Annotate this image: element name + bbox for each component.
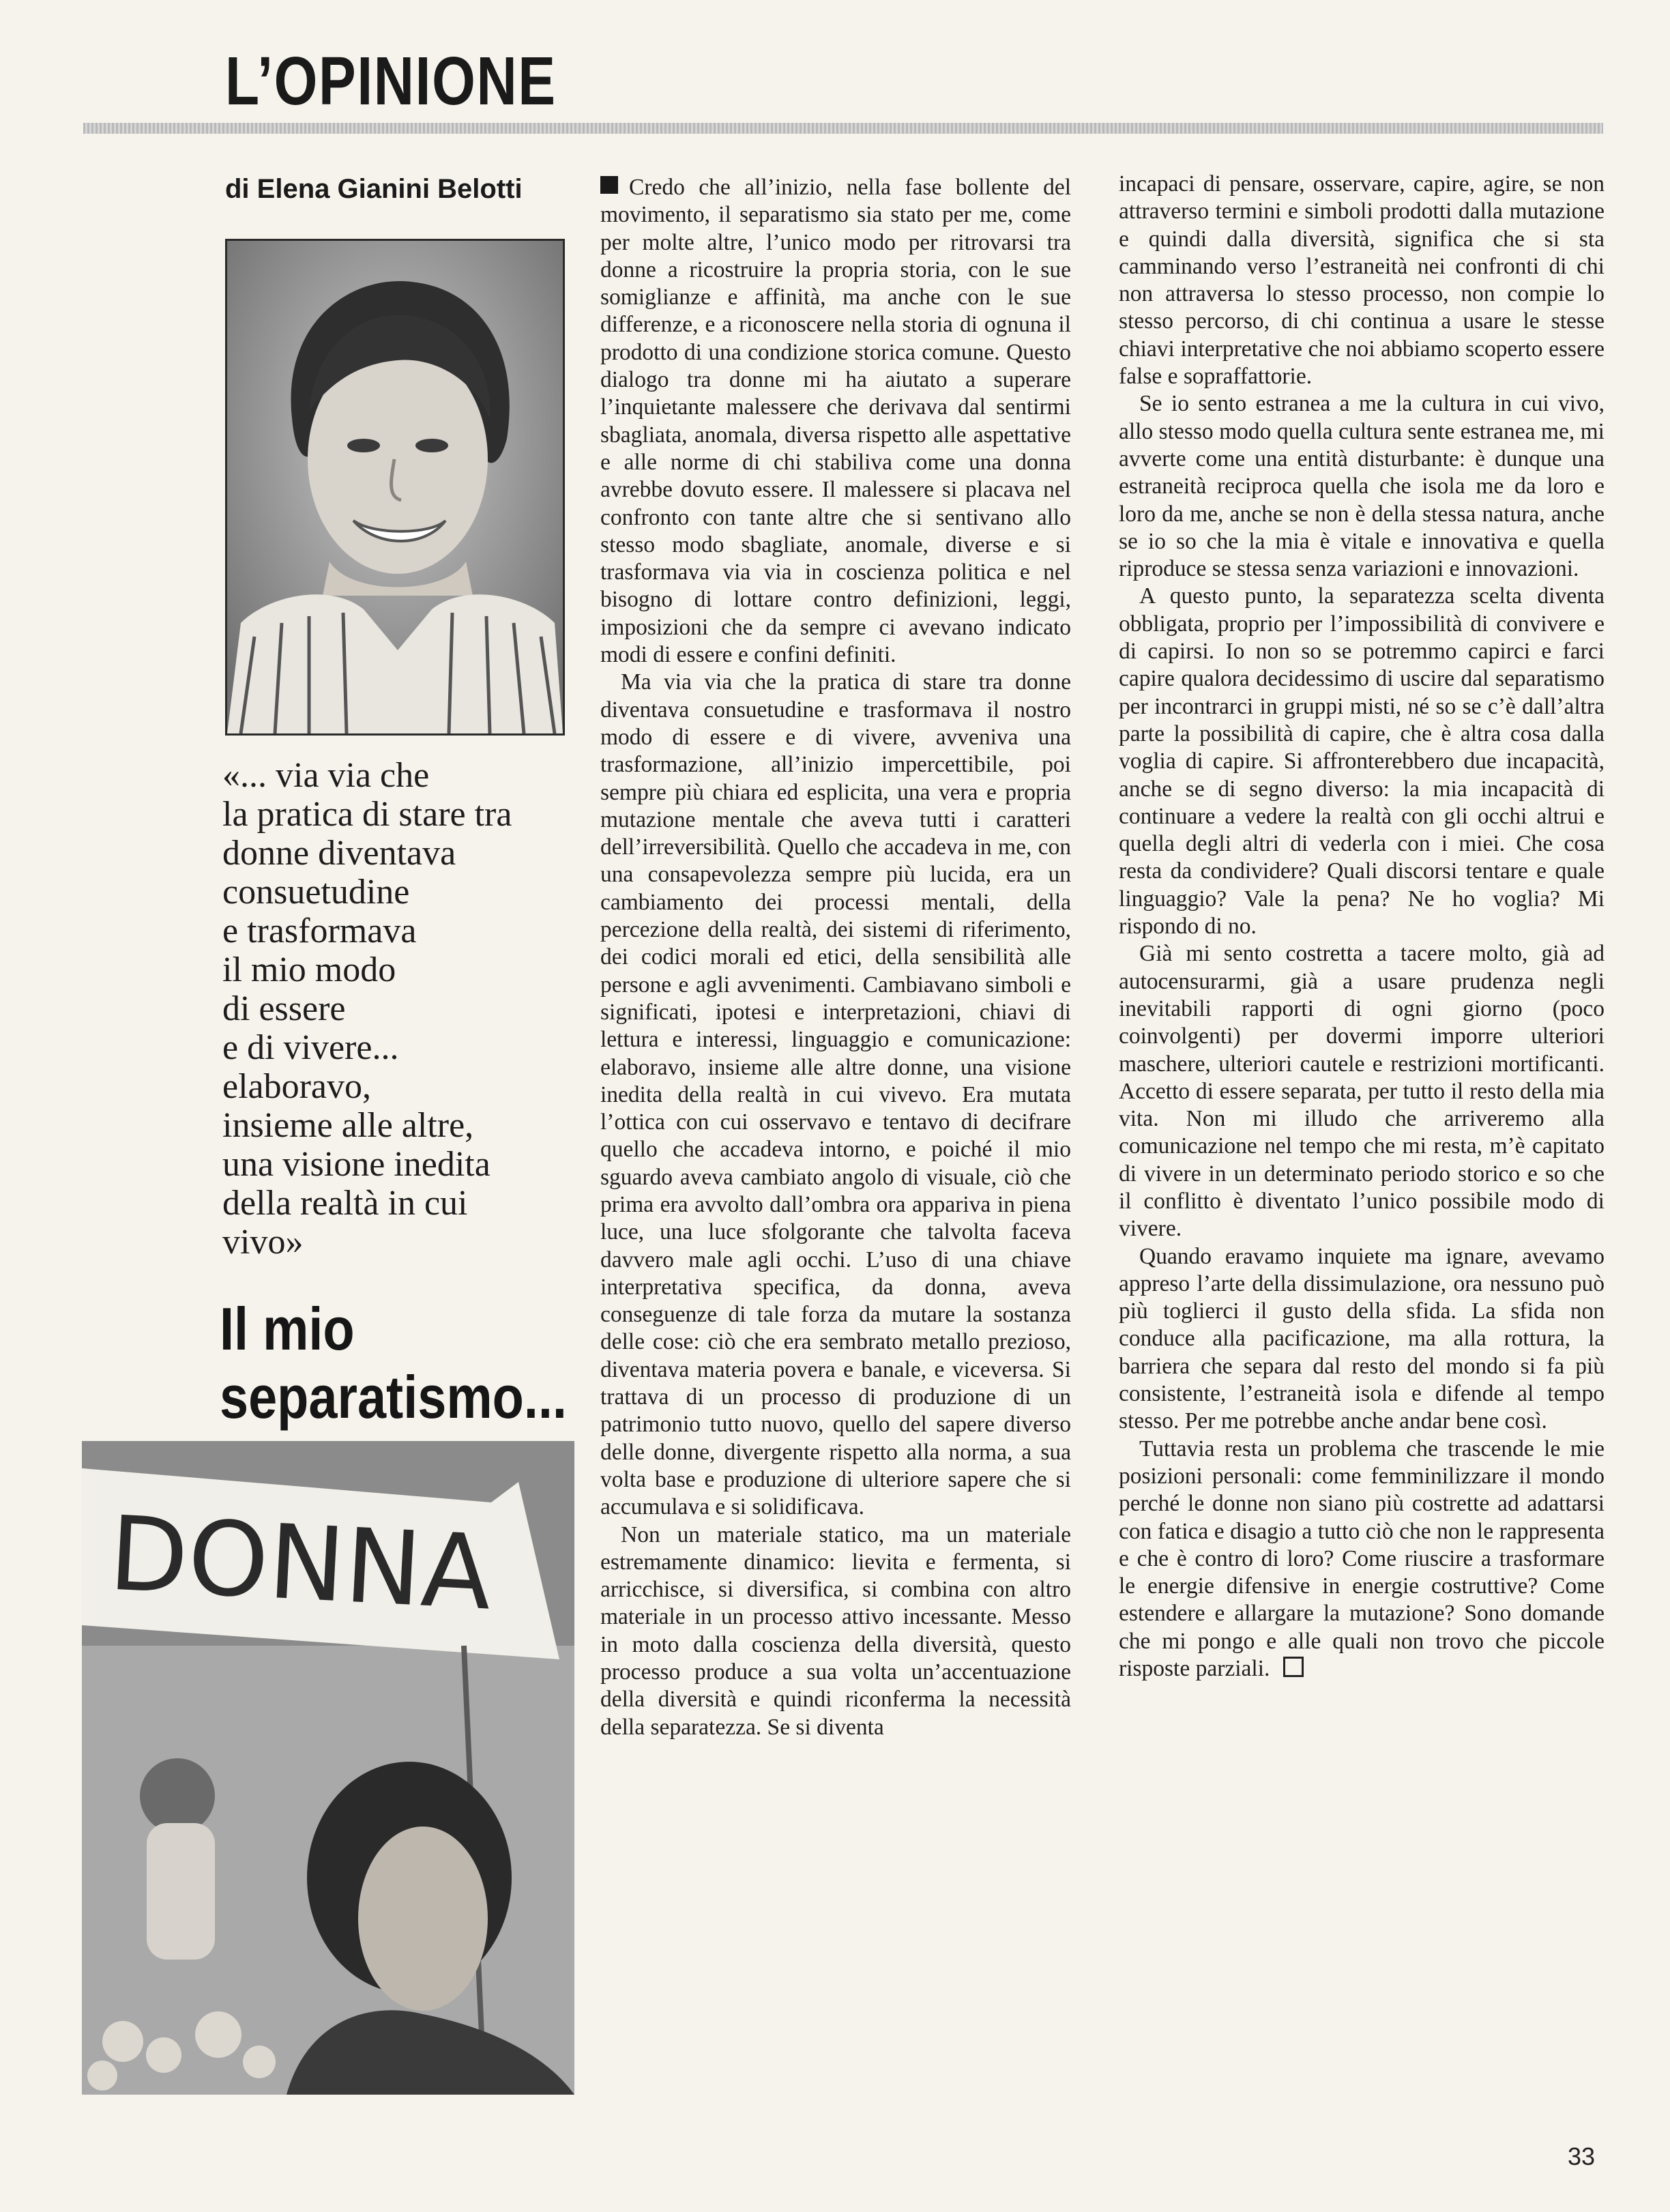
article-paragraph: Non un materiale statico, ma un materiale estremamente dinamico: lievita e fermenta, si arricchisce, si diversifica, si combina con altro materiale in un processo attivo incessante. Messo in moto dalla coscienza della diversità, questo processo produce a sua volta un’accentuazione della diversità e quindi riconferma la necessità della separatezza. Se si diventa bbox=[600, 1522, 1071, 1740]
article-paragraph: Già mi sento costretta a tacere molto, già ad autocensurarmi, già a usare prudenza negli inevitabili rapporti di ogni giorno (poco coinvolgenti) per dovermi imporre ulteriori maschere, ulteriori cautele e restrizioni mortificanti. Accetto di essere separata, per tutto il resto della mia vita. Non mi illudo che arriveremo alla comunicazione nel tempo che mi resta, m’è capitato di vivere in un determinato periodo storico e so che il conflitto è diventato l’unico possibile modo di vivere. bbox=[1119, 941, 1605, 1242]
article-paragraph: Tuttavia resta un problema che trascende le mie posizioni personali: come femminilizzare il mondo perché le donne non siano più costrette ad adattarsi con fatica e disagio a tutto ciò che non le rappresenta e che è contro di loro? Come riuscire a trasformare le energie difensive in energie costruttive? Come estendere e allargare la mutazione? Sono domande che mi pongo e alle quali non trovo che piccole risposte parziali. bbox=[1119, 1436, 1605, 1682]
article-headline: Il mio separatismo... bbox=[220, 1295, 567, 1431]
protest-photo-image bbox=[82, 1441, 574, 2095]
article-column-1 bbox=[600, 174, 1071, 1741]
page-number: 33 bbox=[1568, 2142, 1596, 2170]
author-portrait-image bbox=[227, 241, 563, 733]
byline: di Elena Gianini Belotti bbox=[225, 174, 523, 204]
section-title: L’OPINIONE bbox=[225, 43, 557, 119]
article-paragraph: Credo che all’inizio, nella fase bollente del movimento, il separatismo sia stato per me, come per molte altre, l’unico modo per ritrovarsi tra donne a ricostruire la propria storia, con le sue somiglianze e affinità, ma anche con le sue differenze, e a riconoscere nella storia di ognuna il prodotto di una condizione storica comune. Questo dialogo tra donne mi ha aiutato a superare l’inquietante malessere che derivava dal sentirmi sbagliata, anomala, diversa rispetto alle aspettative e alle norme di chi stabiliva come una donna avrebbe dovuto essere. Il malessere si placava nel confronto con tante altre che si sentivano allo stesso modo sbagliate, anomale, diverse e si trasformava via via in coscienza politica e nel bisogno di lottare contro definizioni, leggi, imposizioni che da sempre ci avevano indicato modi di essere e confini definiti. bbox=[600, 175, 1071, 668]
pull-quote: «... via via che la pratica di stare tra donne diventava consuetudine e trasformava il mio modo di essere e di vivere... elaboravo, insieme alle altre, una visione inedita della realtà in cui vivo» bbox=[222, 756, 512, 1262]
protest-photo bbox=[82, 1441, 574, 2095]
article-paragraph: Se io sento estranea a me la cultura in cui vivo, allo stesso modo quella cultura sente estranea me, mi avverte come una entità disturbante: è dunque una estraneità reciproca quella che isola me da loro e loro da me, anche se non è della stessa natura, anche se io so che la mia è vitale e innovativa e quella riproduce se stessa senza variazioni e innovazioni. bbox=[1119, 391, 1605, 582]
end-of-article-mark bbox=[1283, 1657, 1304, 1677]
article-paragraph: incapaci di pensare, osservare, capire, agire, se non attraverso termini e simboli prodotti dalla mutazione e quindi dalla diversità, significa che si sta camminando verso l’estraneità nei confronti di chi non attraversa lo stesso processo, non compie lo stesso percorso, di chi continua a usare le stesse chiavi interpretative che noi abbiamo scoperto essere false e sopraffattorie. bbox=[1119, 171, 1605, 390]
protest-sign-text: DONNA bbox=[106, 1494, 495, 1633]
paragraph-bullet bbox=[600, 176, 618, 194]
article-paragraph: Ma via via che la pratica di stare tra donne diventava consuetudine e trasformava il nostro modo di essere e di vivere, avveniva una trasformazione, all’inizio impercettibile, poi sempre più chiara ed esplicita, una vera e propria mutazione mentale che aveva tutti i caratteri dell’irreversibilità. Quello che accadeva in me, con una consapevolezza sempre più lucida, era un cambiamento dei processi mentali, della percezione della realtà, dei sistemi di riferimento, dei codici morali ed etici, della sensibilità alle persone e agli avvenimenti. Cambiavano simboli e significati, ipotesi e interpretazioni, chiavi di lettura e interessi, linguaggio e comunicazione: elaboravo, insieme alle altre donne, una visione inedita della realtà in cui vivevo. Era mutata l’ottica con cui osservavo e tentavo di decifrare quello che accadeva intorno, e poiché il mio sguardo aveva cambiato angolo di visuale, ciò che prima era avvolto dall’ombra ora appariva in piena luce, una luce sfolgorante che talvolta faceva davvero male agli occhi. L’uso di una chiave interpretativa specifica, da donna, aveva conseguenze di tale forza da mutare la sostanza delle cose: ciò che era sembrato metallo prezioso, diventava materia povera e banale, e viceversa. Si trattava di un processo di produzione di un patrimonio tutto nuovo, quello del sapere diverso delle donne, divergente rispetto alla norma, a sua volta base e produzione di ulteriore sapere che si accumulava e si solidificava. bbox=[600, 669, 1071, 1520]
article-paragraph: A questo punto, la separatezza scelta diventa obbligata, proprio per l’impossibilità di convivere e di capirsi. Io non so se potremmo capirci e farci capire qualora decidessimo di uscire dal separatismo per incontrarci in gruppi misti, né so se c’è dall’altra parte la possibilità di capire, che è altra cosa dalla voglia di capire. Si affronterebbero due incapacità, anche se di segno diverso: la mia incapacità di continuare a vedere la realtà con gli occhi altrui e quella degli altri di vederla con i miei. Che cosa resta da condividere? Quali discorsi tentare e quale linguaggio? Vale la pena? Ne ho voglia? Mi rispondo di no. bbox=[1119, 583, 1605, 940]
article-column-2 bbox=[1119, 171, 1605, 1683]
author-portrait-photo bbox=[225, 239, 565, 736]
article-paragraph: Quando eravamo inquiete ma ignare, avevamo appreso l’arte della dissimulazione, ora nessuno può più toglierci il gusto della sfida. La sfida non conduce alla pacificazione, ma alla rottura, la barriera che separa dal resto del mondo si fa più consistente, l’estraneità isola e difende al tempo stesso. Per me potrebbe anche andar bene così. bbox=[1119, 1243, 1605, 1434]
header-rule bbox=[83, 123, 1603, 134]
